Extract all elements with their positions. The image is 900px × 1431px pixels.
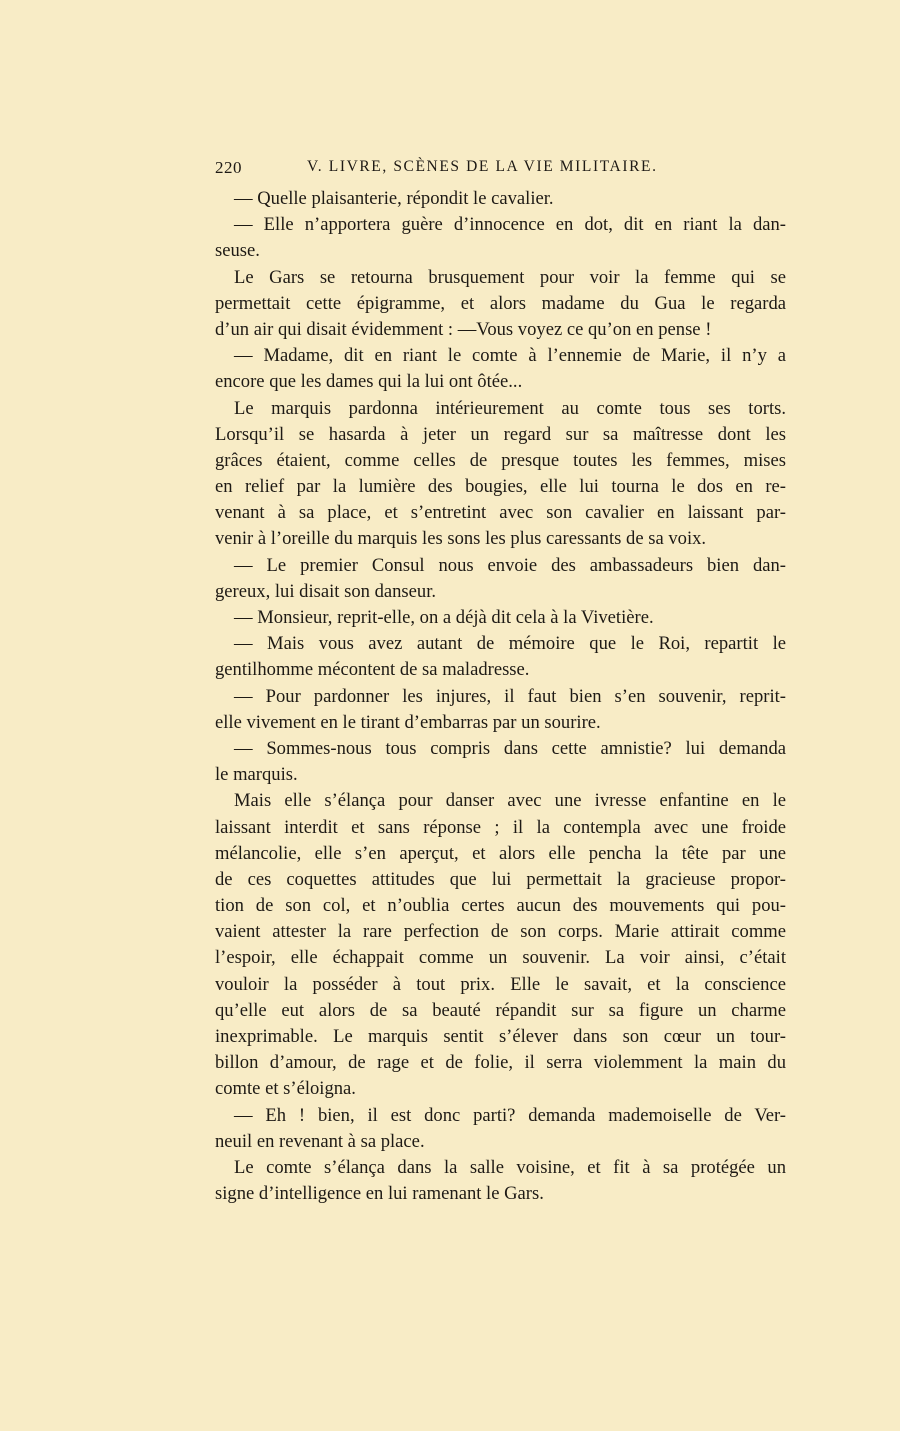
text-line: — Pour pardonner les injures, il faut bien s’en souvenir, reprit-: [234, 685, 786, 707]
text-line: vouloir la posséder à tout prix. Elle le savait, et la conscience: [215, 973, 786, 995]
text-line: gereux, lui disait son danseur.: [215, 580, 437, 602]
text-line: le marquis.: [215, 764, 298, 786]
page-header: [215, 158, 786, 184]
text-line: — Le premier Consul nous envoie des ambassadeurs bien dan-: [234, 554, 786, 576]
text-line: encore que les dames qui la lui ont ôtée...: [215, 371, 523, 393]
text-line: inexprimable. Le marquis sentit s’élever dans son cœur un tour-: [215, 1026, 786, 1047]
text-line: Le marquis pardonna intérieurement au comte tous ses torts.: [234, 397, 786, 419]
text-line: Le Gars se retourna brusquement pour voir la femme qui se: [234, 266, 786, 288]
text-line: venant à sa place, et s’entretint avec son cavalier en laissant par-: [215, 502, 786, 524]
text-line: de ces coquettes attitudes que lui permettait la gracieuse propor-: [215, 868, 786, 890]
text-line: l’espoir, elle échappait comme un souvenir. La voir ainsi, c’était: [215, 947, 786, 969]
text-line: neuil en revenant à sa place.: [215, 1130, 425, 1152]
text-line: signe d’intelligence en lui ramenant le Gars.: [215, 1183, 544, 1205]
text-line: mélancolie, elle s’en aperçut, et alors elle pencha la tête par une: [215, 842, 786, 864]
running-title: V. LIVRE, SCÈNES DE LA VIE MILITAIRE.: [307, 158, 658, 175]
text-line: Le comte s’élança dans la salle voisine, et fit à sa protégée un: [234, 1156, 786, 1178]
page-number: 220: [215, 158, 242, 177]
text-line: venir à l’oreille du marquis les sons les plus caressants de sa voix.: [215, 528, 707, 550]
text-line: elle vivement en le tirant d’embarras par un sourire.: [215, 711, 601, 733]
text-line: billon d’amour, de rage et de folie, il serra violemment la main du: [215, 1052, 786, 1074]
body-text: [215, 186, 786, 1207]
text-line: Lorsqu’il se hasarda à jeter un regard sur sa maîtresse dont les: [215, 423, 786, 445]
text-line: d’un air qui disait évidemment : —Vous voyez ce qu’on en pense !: [215, 318, 712, 340]
text-line: — Eh ! bien, il est donc parti? demanda mademoiselle de Ver-: [234, 1104, 786, 1126]
text-line: vaient attester la rare perfection de son corps. Marie attirait comme: [215, 921, 786, 943]
text-line: tion de son col, et n’oublia certes aucun des mouvements qui pou-: [215, 895, 786, 917]
text-line: grâces étaient, comme celles de presque toutes les femmes, mises: [215, 449, 786, 471]
text-line: — Quelle plaisanterie, répondit le cavalier.: [234, 188, 554, 209]
text-line: — Madame, dit en riant le comte à l’ennemie de Marie, il n’y a: [234, 345, 786, 367]
text-line: Mais elle s’élança pour danser avec une ivresse enfantine en le: [234, 790, 786, 812]
text-line: permettait cette épigramme, et alors madame du Gua le regarda: [215, 292, 786, 314]
text-line: laissant interdit et sans réponse ; il la contempla avec une froide: [215, 816, 786, 838]
text-line: seuse.: [215, 240, 260, 262]
text-line: — Mais vous avez autant de mémoire que le Roi, repartit le: [234, 633, 786, 655]
text-line: en relief par la lumière des bougies, elle lui tourna le dos en re-: [215, 476, 786, 498]
text-line: — Monsieur, reprit-elle, on a déjà dit cela à la Vivetière.: [234, 607, 654, 628]
text-line: — Elle n’apportera guère d’innocence en dot, dit en riant la dan-: [234, 214, 786, 236]
text-line: comte et s’éloigna.: [215, 1078, 356, 1100]
text-line: — Sommes-nous tous compris dans cette amnistie? lui demanda: [234, 737, 786, 759]
text-line: qu’elle eut alors de sa beauté répandit sur sa figure un charme: [215, 999, 786, 1021]
text-line: gentilhomme mécontent de sa maladresse.: [215, 659, 530, 681]
